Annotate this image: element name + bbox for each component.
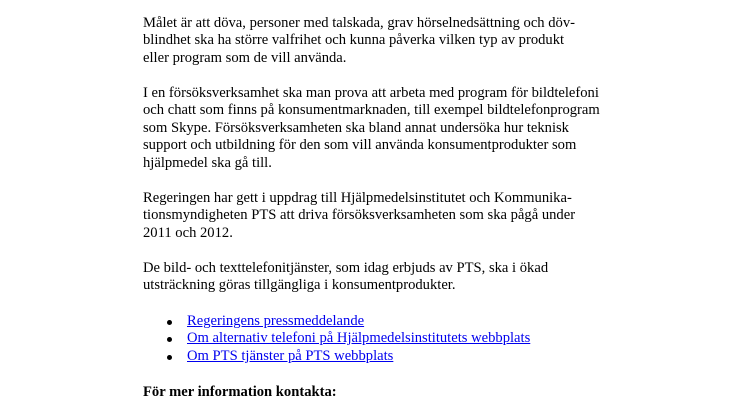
list-item: [143, 313, 530, 330]
list-item: [143, 330, 530, 347]
paragraph-goal: [143, 15, 623, 67]
bullet-icon: [167, 337, 172, 342]
link-list: [143, 313, 530, 365]
paragraph-line: eller program som de vill använda.: [143, 49, 347, 66]
paragraph-line: utsträckning göras tillgängliga i konsumentprodukter.: [143, 277, 456, 294]
paragraph-line: Målet är att döva, personer med talskada, grav hörselnedsättning och döv-: [143, 15, 575, 31]
paragraph-assignment: [143, 190, 623, 242]
bullet-icon: [167, 355, 172, 360]
paragraph-line: support och utbildning för den som vill använda konsumentprodukter som: [143, 137, 577, 154]
paragraph-line: 2011 och 2012.: [143, 224, 233, 241]
paragraph-line: I en försöksverksamhet ska man prova att arbeta med program för bildtelefoni: [143, 85, 599, 101]
link-alternative-telephony[interactable]: Om alternativ telefoni på Hjälpmedelsinstitutets webbplats: [187, 330, 531, 347]
paragraph-services: [143, 260, 623, 295]
bullet-icon: [167, 320, 172, 325]
paragraph-trial: [143, 85, 623, 172]
link-pts-services[interactable]: Om PTS tjänster på PTS webbplats: [187, 347, 394, 364]
contact-heading: För mer information kontakta:: [143, 384, 337, 400]
paragraph-line: Regeringen har gett i uppdrag till Hjälpmedelsinstitutet och Kommunika-: [143, 190, 572, 206]
paragraph-line: blindhet ska ha större valfrihet och kunna påverka vilken typ av produkt: [143, 32, 565, 49]
paragraph-line: tionsmyndigheten PTS att driva försöksverksamheten som ska pågå under: [143, 207, 576, 224]
paragraph-line: som Skype. Försöksverksamheten ska bland annat undersöka hur teknisk: [143, 119, 569, 136]
paragraph-line: De bild- och texttelefonitjänster, som idag erbjuds av PTS, ska i ökad: [143, 260, 549, 276]
link-government-press-release[interactable]: Regeringens pressmeddelande: [187, 313, 365, 329]
list-item: [143, 348, 530, 365]
paragraph-line: och chatt som finns på konsumentmarknaden, till exempel bildtelefonprogram: [143, 102, 600, 119]
paragraph-line: hjälpmedel ska gå till.: [143, 154, 272, 171]
